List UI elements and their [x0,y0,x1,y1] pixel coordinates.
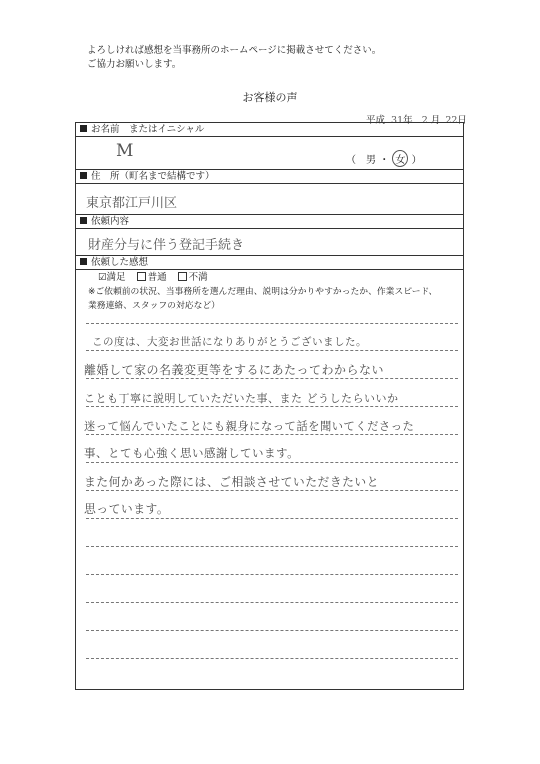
address-label: 住 所（町名まで結構です） [91,171,215,182]
request-value: 財産分与に伴う登記手続き [88,238,245,253]
date-day-unit: 日 [457,115,467,126]
ruled-line [86,630,458,631]
ruled-line [86,658,458,659]
satisfaction-check-icon: ☑ [98,272,107,283]
comment-line-7: 思っています。 [84,502,170,516]
name-label: お名前 またはイニシャル [91,124,205,135]
ruled-line [86,602,458,603]
intro-line-2: ご協力お願いします。 [87,59,182,70]
satisfaction-options [98,269,208,283]
gender-open: （ 男 [346,155,376,166]
intro-line-1: よろしければ感想を当事務所のホームページに掲載させてください。 [87,45,382,56]
gender-selector [346,150,422,167]
comment-line-2: 離婚して家の名義変更等をするにあたってわからない [84,363,385,377]
ruled-line [86,323,458,324]
request-section-header [76,215,463,229]
square-bullet-icon [80,217,87,224]
date-day: 22 [445,115,458,126]
satisfaction-option-dissatisfied: 不満 [188,272,208,283]
comment-line-5: 事、とても心強く思い感謝しています。 [84,446,300,460]
square-bullet-icon [80,125,87,132]
date-year: 31 [391,115,404,126]
ruled-line [86,518,458,519]
ruled-line [86,378,458,379]
impression-section-header [76,256,463,270]
name-field [76,137,463,170]
comment-line-4: 迷って悩んでいたことにも親身になって話を聞いてくださった [84,420,415,433]
impression-label: 依頼した感想 [91,257,149,268]
checkbox-dissatisfied [178,272,187,281]
ruled-line [86,406,458,407]
name-section-header [76,123,463,137]
comment-line-3: ことも丁寧に説明していただいた事、また どうしたらいいか [84,392,399,405]
date-month-unit: 月 [430,115,441,126]
ruled-line [86,546,458,547]
satisfaction-option-normal: 普通 [147,272,167,283]
prompt-line-2: 業務連絡、スタッフの対応など） [88,301,220,311]
address-section-header [76,170,463,184]
customer-voice-form [75,122,464,690]
page-title: お客様の声 [242,91,298,104]
address-value: 東京都江戸川区 [86,196,178,211]
prompt-line-1: ※ご依頼前の状況、当事務所を選んだ理由、説明は分かりやすかったか、作業スピード、 [88,287,438,297]
gender-separator: ・ [379,155,390,166]
square-bullet-icon [80,172,87,179]
gender-female-selected: 女 [392,150,408,167]
ruled-line [86,434,458,435]
gender-close: ） [411,155,422,166]
ruled-line [86,462,458,463]
ruled-line [86,574,458,575]
comment-line-6: また何かあった際には、ご相談させていただきたいと [84,475,380,489]
date-year-unit: 年 [403,115,413,126]
date-era: 平成 [366,115,386,126]
checkbox-normal [137,272,146,281]
address-field [76,184,463,215]
ruled-line [86,490,458,491]
ruled-line [86,350,458,351]
request-label: 依頼内容 [91,216,130,227]
request-field [76,229,463,256]
name-value: M [116,141,134,161]
comment-line-1: この度は、大変お世話になりありがとうございました。 [92,336,367,348]
date-month: 2 [421,115,428,126]
satisfaction-option-satisfied: 満足 [106,272,126,283]
square-bullet-icon [80,258,87,265]
